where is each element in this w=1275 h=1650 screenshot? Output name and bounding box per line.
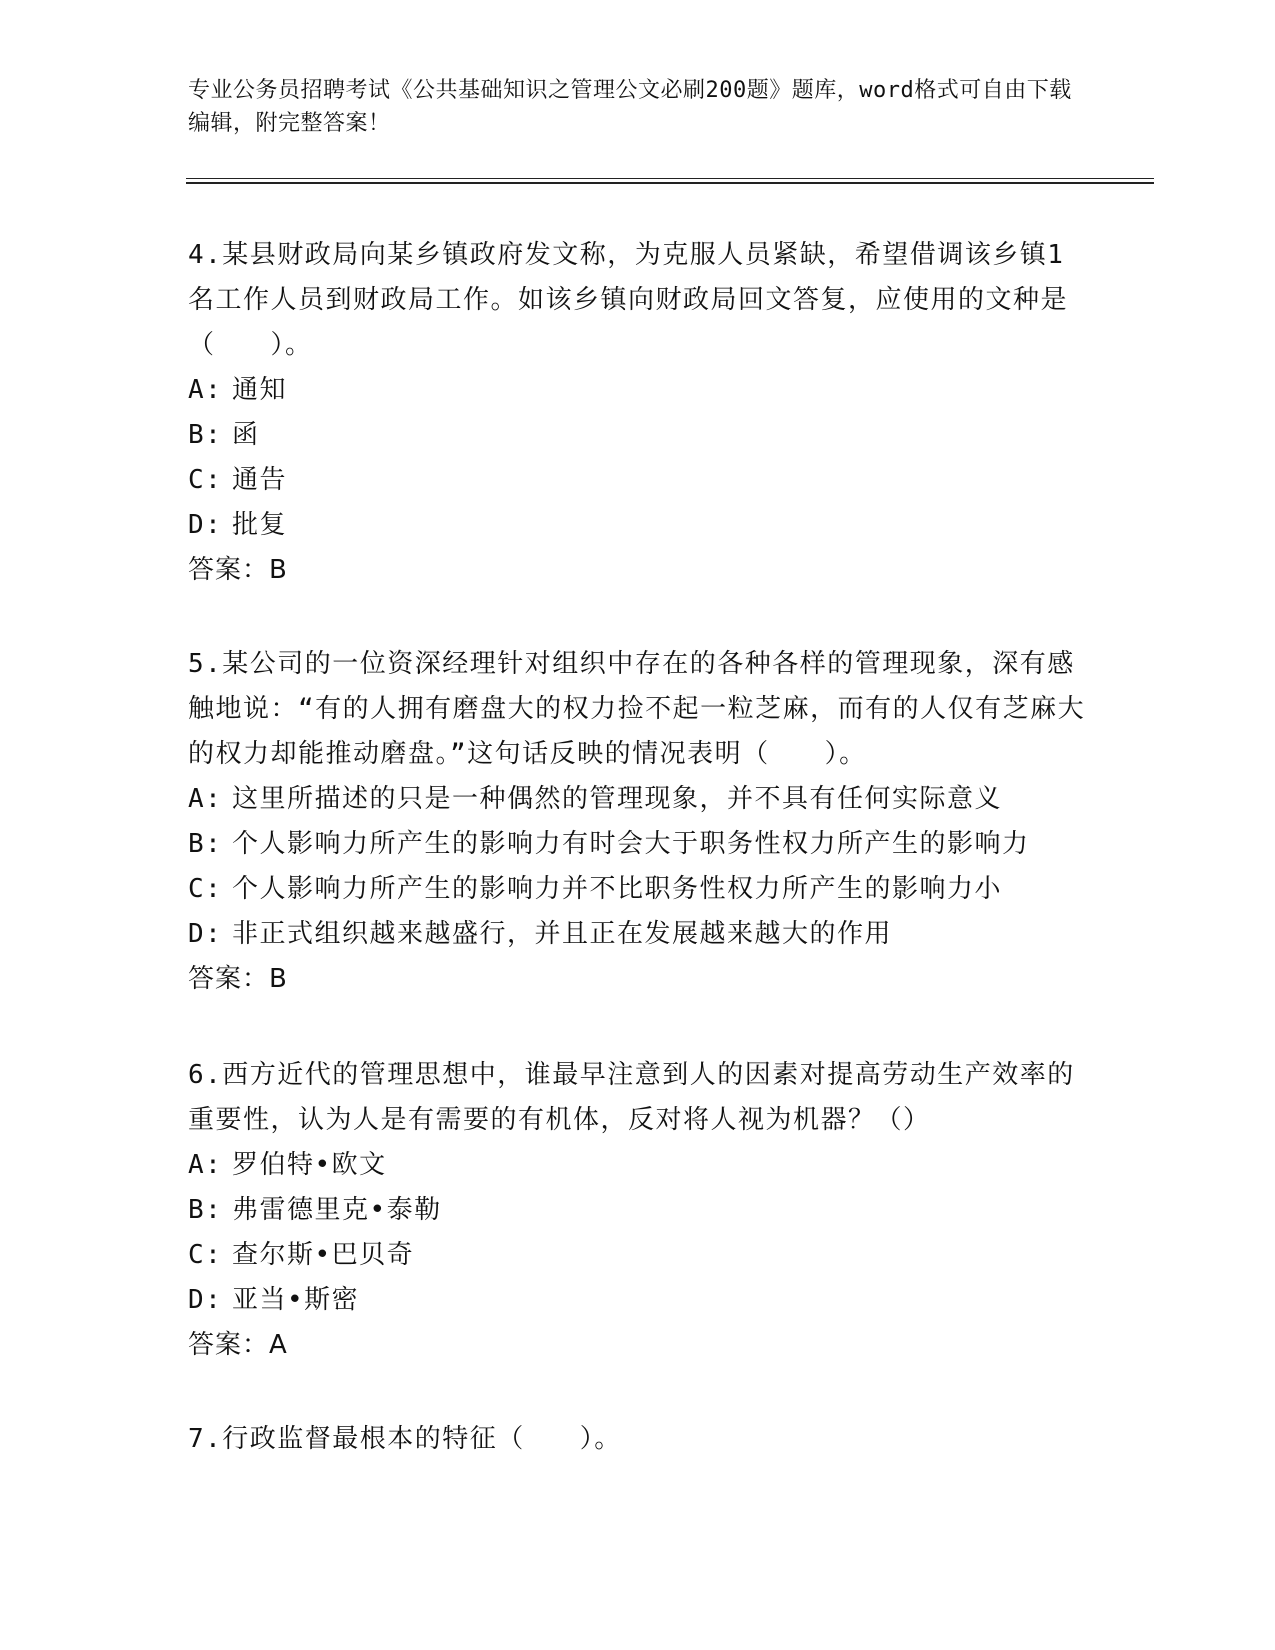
header-divider-top [186, 178, 1154, 179]
option-c [188, 458, 1088, 503]
option-c [188, 1233, 1088, 1278]
option-text: 批复 [232, 510, 288, 540]
question-stem: 6.西方近代的管理思想中，谁最早注意到人的因素对提高劳动生产效率的重要性，认为人是有需要的有机体，反对将人视为机器？（） [188, 1060, 1075, 1135]
question-stem: 4.某县财政局向某乡镇政府发文称，为克服人员紧缺，希望借调该乡镇1名工作人员到财政局工作。如该乡镇向财政局回文答复，应使用的文种是（ ）。 [188, 240, 1069, 360]
option-d [188, 912, 1088, 957]
question-7 [188, 1417, 1088, 1462]
option-b [188, 822, 1088, 867]
option-letter: B: [188, 420, 223, 450]
option-c [188, 867, 1088, 912]
option-text: 通告 [232, 465, 288, 495]
option-letter: A: [188, 784, 223, 814]
option-letter: C: [188, 874, 223, 904]
option-letter: B: [188, 1195, 223, 1225]
option-letter: A: [188, 1150, 223, 1180]
option-text: 非正式组织越来越盛行，并且正在发展越来越大的作用 [232, 919, 893, 949]
option-text: 弗雷德里克•泰勒 [232, 1195, 442, 1225]
option-d [188, 503, 1088, 548]
answer-line: 答案：A [188, 1330, 288, 1360]
document-header: 专业公务员招聘考试《公共基础知识之管理公文必刷200题》题库，word格式可自由下载编辑，附完整答案！ [188, 78, 1072, 136]
question-stem: 7.行政监督最根本的特征（ ）。 [188, 1424, 622, 1454]
answer-line: 答案：B [188, 964, 288, 994]
option-text: 查尔斯•巴贝奇 [232, 1240, 415, 1270]
option-letter: D: [188, 919, 223, 949]
option-text: 函 [232, 420, 260, 450]
option-a [188, 1143, 1088, 1188]
question-stem: 5.某公司的一位资深经理针对组织中存在的各种各样的管理现象，深有感触地说：“有的人拥有磨盘大的权力捡不起一粒芝麻，而有的人仅有芝麻大的权力却能推动磨盘。”这句话反映的情况表明（ ）。 [188, 649, 1086, 769]
option-d [188, 1278, 1088, 1323]
option-letter: D: [188, 1285, 223, 1315]
option-b [188, 1188, 1088, 1233]
option-text: 罗伯特•欧文 [232, 1150, 387, 1180]
question-4 [188, 233, 1088, 593]
option-text: 个人影响力所产生的影响力有时会大于职务性权力所产生的影响力 [232, 829, 1030, 859]
option-text: 通知 [232, 375, 288, 405]
question-6 [188, 1053, 1088, 1368]
option-letter: A: [188, 375, 223, 405]
question-5 [188, 642, 1088, 1002]
option-letter: C: [188, 1240, 223, 1270]
option-letter: B: [188, 829, 223, 859]
option-a [188, 368, 1088, 413]
answer-line: 答案：B [188, 555, 288, 585]
header-divider-bottom [186, 182, 1154, 184]
option-text: 亚当•斯密 [232, 1285, 360, 1315]
option-text: 这里所描述的只是一种偶然的管理现象，并不具有任何实际意义 [232, 784, 1003, 814]
option-letter: C: [188, 465, 223, 495]
option-letter: D: [188, 510, 223, 540]
option-b [188, 413, 1088, 458]
option-text: 个人影响力所产生的影响力并不比职务性权力所产生的影响力小 [232, 874, 1003, 904]
option-a [188, 777, 1088, 822]
